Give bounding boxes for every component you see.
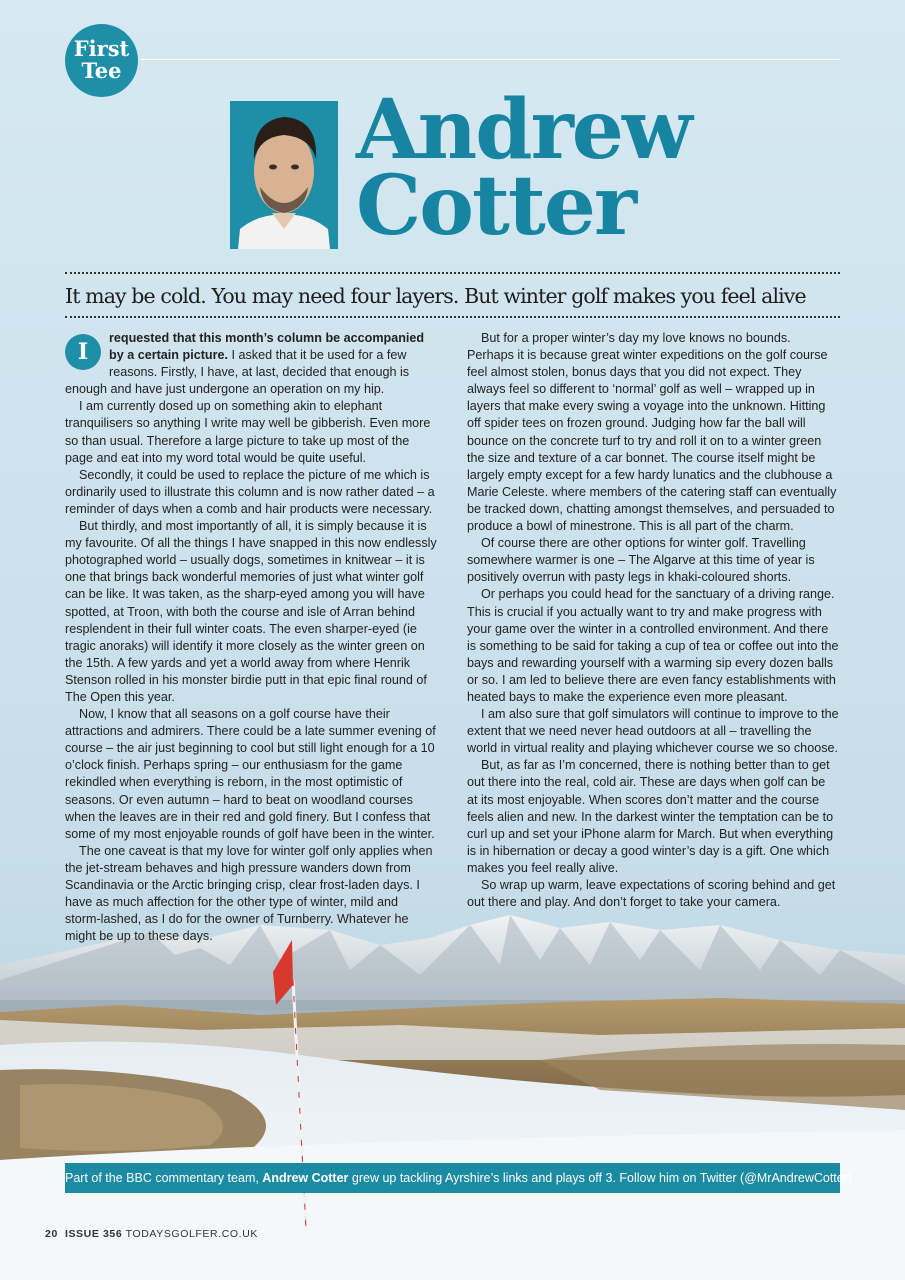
- header-rule: [140, 59, 840, 60]
- section-badge: [65, 24, 138, 97]
- title-first-name: Andrew: [356, 82, 691, 178]
- paragraph: I am currently dosed up on something akin to elephant tranquilisers so anything I write may well be gibberish. Even more so than usual. Therefore a large picture to take up most of the page and eat into my word total would be quite useful.: [65, 399, 431, 465]
- paragraph: Of course there are other options for winter golf. Travelling somewhere warmer is one – The Algarve at this time of year is positively overrun with pasty legs in khaki-coloured shorts.: [467, 536, 815, 585]
- page-number: 20: [45, 1228, 58, 1240]
- body-column-right: [467, 330, 839, 911]
- caption-post: grew up tackling Ayrshire’s links and plays off 3. Follow him on Twitter (@MrAndrewCotter): [348, 1171, 853, 1185]
- paragraph: Secondly, it could be used to replace the picture of me which is ordinarily used to illustrate this column and is now rather dated – a reminder of days when a comb and hair products were necessary.: [65, 467, 435, 516]
- badge-line2: Tee: [81, 58, 122, 83]
- paragraph: The one caveat is that my love for winter golf only applies when the jet-stream behaves and high pressure wanders down from Scandinavia or the Arctic bringing crisp, clear frost-laden days. I have as much affection for the other type of winter, mild and storm-lashed, as I do for the owner of Turnberry. Whatever he might be up to these days.: [65, 843, 433, 944]
- issue-number: ISSUE 356: [64, 1228, 123, 1240]
- body-column-left: [65, 330, 437, 945]
- author-portrait: [230, 101, 338, 249]
- lead-rest: I asked that it be used for a few reasons. Firstly, I have, at last, decided that enough is enough and have just undergone an operation on my hip.: [65, 348, 410, 397]
- paragraph: But thirdly, and most importantly of all, it is simply because it is my favourite. Of all the things I have snapped in this now endlessly photographed world – usually dogs, sometimes in knitwear – it is one that brings back wonderful memories of just what winter golf can be like. It was taken, as the sharp-eyed among you will have spotted, at Troon, with both the course and isle of Arran behind resplendent in their full winter coats. The even sharper-eyed (ie tragic anoraks) will identify it more closely as the winter green on the 15th. A few yards and yet a world away from where Henrik Stenson rolled in his monster birdie putt in that epic final round of The Open this year.: [65, 519, 437, 704]
- paragraph: But, as far as I’m concerned, there is nothing better than to get out there into the real, cold air. These are days when golf can be at its most enjoyable. When scores don’t matter and the course feels alien and new. In the darkest winter the temptation can be to curl up and set your iPhone alarm for March. But when everything is in hibernation or decay a good winter’s day is a gift. One which makes you feel really alive.: [467, 758, 834, 875]
- author-bio-caption: [65, 1163, 853, 1193]
- lead-bold: requested that this month’s column be accompanied by a certain picture.: [109, 331, 425, 363]
- title-surname: Cotter: [356, 158, 636, 254]
- drop-cap: I: [65, 334, 101, 370]
- website: TODAYSGOLFER.CO.UK: [125, 1228, 258, 1240]
- paragraph: Now, I know that all seasons on a golf course have their attractions and admirers. There could be a late summer evening of course – the air just beginning to cool but still light enough for a 10 o’clock finish. Perhaps spring – our enthusiasm for the game rekindled when everything is reborn, in the most optimistic of seasons. Or even autumn – hard to beat on woodland courses when the leaves are in their red and gold finery. But I confess that some of my most enjoyable rounds of golf have been in the winter.: [65, 707, 436, 841]
- paragraph: So wrap up warm, leave expectations of scoring behind and get out there and play. And don’t forget to take your camera.: [467, 878, 836, 910]
- dotted-rule-top: [65, 272, 840, 274]
- paragraph: But for a proper winter’s day my love knows no bounds. Perhaps it is because great winter expeditions on the golf course feel almost stolen, bonus days that you did not expect. They always feel so different to ‘normal’ golf as well – wrapped up in layers that make every swing a voyage into the unknown. Hitting off spider tees on frozen ground. Judging how far the ball will bounce on the concrete turf to try and roll it on to a winter green the size and texture of a car bonnet. The course itself might be largely empty except for a few hardy lunatics and the clubhouse a Marie Celeste. where members of the catering staff can eventually be tracked down, chatting amongst themselves, and persuaded to produce a bowl of minestrone. This is all part of the charm.: [467, 331, 837, 534]
- standfirst: It may be cold. You may need four layers. But winter golf makes you feel alive: [65, 284, 806, 308]
- badge-line1: First: [73, 36, 130, 61]
- dotted-rule-bottom: [65, 316, 840, 318]
- caption-pre: Part of the BBC commentary team,: [65, 1171, 263, 1185]
- article-title: [356, 82, 691, 254]
- caption-name: Andrew Cotter: [262, 1171, 349, 1185]
- page-footer: [45, 1228, 258, 1240]
- paragraph: Or perhaps you could head for the sanctuary of a driving range. This is crucial if you actually want to try and make progress with your game over the winter in a controlled environment. And there is something to be said for taking a cup of tea or coffee out into the bays and rewarding yourself with a warming sip every dozen balls or so. I am led to believe there are even fancy establishments with heated bays to make the experience even more pleasant.: [467, 587, 839, 704]
- lead-paragraph: [65, 330, 437, 398]
- paragraph: I am also sure that golf simulators will continue to improve to the extent that we need never head outdoors at all – travelling the world in virtual reality and playing whichever course we so choose.: [467, 707, 839, 756]
